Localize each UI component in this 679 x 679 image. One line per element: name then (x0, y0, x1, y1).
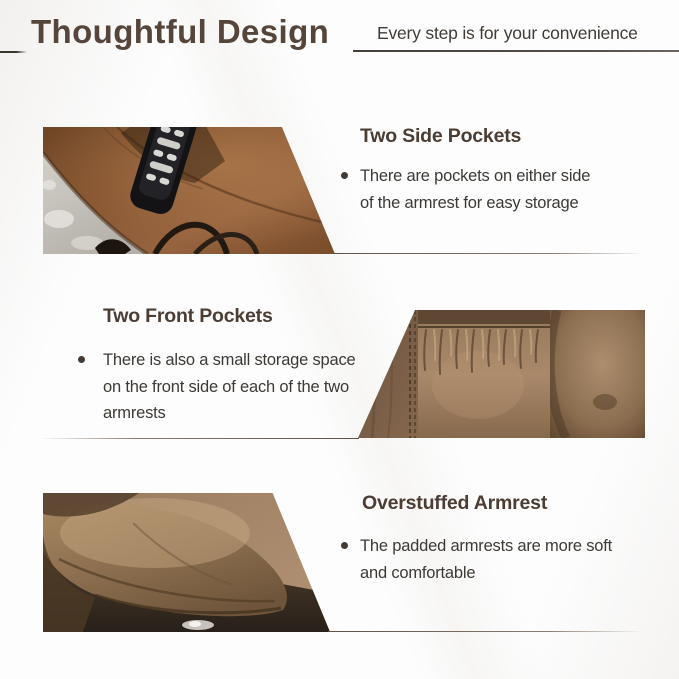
photo-front-pockets (358, 310, 645, 438)
header-rule (353, 50, 679, 52)
page-subtitle: Every step is for your convenience (377, 23, 638, 43)
photo-overstuffed-armrest (43, 493, 330, 632)
section-divider-2 (40, 438, 359, 440)
bullet-dot-icon (341, 172, 348, 179)
feature-bullet-overstuffed-armrest (341, 533, 612, 586)
section-heading-side-pockets: Two Side Pockets (360, 125, 522, 147)
title-left-rule (0, 51, 27, 53)
bullet-line: There is also a small storage space (103, 351, 356, 369)
section-heading-front-pockets: Two Front Pockets (103, 305, 273, 327)
bullet-dot-icon (78, 356, 85, 363)
feature-bullet-front-pockets (78, 347, 356, 427)
bullet-dot-icon (341, 542, 348, 549)
section-heading-overstuffed-armrest: Overstuffed Armrest (362, 492, 548, 514)
photo-side-pockets (43, 127, 335, 254)
bullet-line: The padded armrests are more soft (360, 537, 613, 555)
bullet-line: on the front side of each of the two (103, 377, 349, 396)
bullet-line: There are pockets on either side (360, 167, 591, 185)
side-pocket-photo-art (43, 127, 335, 254)
front-pocket-photo-art (358, 310, 645, 438)
armrest-photo-art (43, 493, 330, 632)
bullet-line: and comfortable (360, 563, 476, 582)
bullet-line: of the armrest for easy storage (360, 193, 579, 212)
section-divider-3 (328, 631, 642, 633)
section-divider-1 (333, 253, 645, 255)
feature-bullet-side-pockets (341, 163, 590, 216)
bullet-line: armrests (103, 404, 166, 422)
page-title: Thoughtful Design (31, 13, 330, 50)
